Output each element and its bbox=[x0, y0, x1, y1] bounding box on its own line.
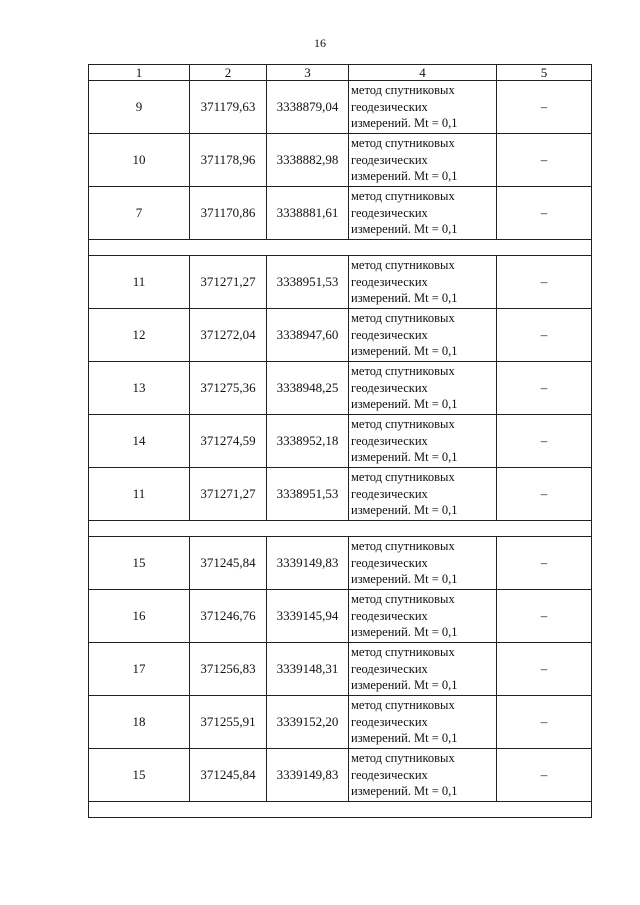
point-number: 18 bbox=[89, 696, 190, 749]
coordinate-y: 3338948,25 bbox=[267, 362, 349, 415]
separator-cell bbox=[89, 240, 592, 256]
column-5-value: – bbox=[497, 134, 592, 187]
column-5-value: – bbox=[497, 256, 592, 309]
point-number: 11 bbox=[89, 256, 190, 309]
separator-cell bbox=[89, 802, 592, 818]
coordinate-x: 371275,36 bbox=[190, 362, 267, 415]
method-line: геодезических bbox=[351, 433, 428, 448]
method-line: геодезических bbox=[351, 486, 428, 501]
method-line: метод спутниковых bbox=[351, 189, 455, 204]
table-row bbox=[89, 362, 592, 415]
coordinate-y: 3339149,83 bbox=[267, 749, 349, 802]
method-line: геодезических bbox=[351, 714, 428, 729]
method-line: геодезических bbox=[351, 608, 428, 623]
table-row bbox=[89, 537, 592, 590]
header-col-3: 3 bbox=[267, 65, 349, 81]
coordinate-x: 371246,76 bbox=[190, 590, 267, 643]
point-number: 7 bbox=[89, 187, 190, 240]
method-description bbox=[349, 749, 497, 802]
method-line: измерений. Mt = 0,1 bbox=[351, 572, 458, 587]
table-row bbox=[89, 415, 592, 468]
coordinate-y: 3338879,04 bbox=[267, 81, 349, 134]
table-row bbox=[89, 187, 592, 240]
coordinate-x: 371274,59 bbox=[190, 415, 267, 468]
method-line: геодезических bbox=[351, 555, 428, 570]
point-number: 14 bbox=[89, 415, 190, 468]
column-5-value: – bbox=[497, 362, 592, 415]
column-5-value: – bbox=[497, 643, 592, 696]
method-line: метод спутниковых bbox=[351, 592, 455, 607]
method-line: измерений. Mt = 0,1 bbox=[351, 344, 458, 359]
coordinate-x: 371255,91 bbox=[190, 696, 267, 749]
coordinate-y: 3338947,60 bbox=[267, 309, 349, 362]
coordinate-x: 371256,83 bbox=[190, 643, 267, 696]
point-number: 15 bbox=[89, 749, 190, 802]
table-row bbox=[89, 468, 592, 521]
separator-row bbox=[89, 802, 592, 818]
method-line: геодезических bbox=[351, 205, 428, 220]
method-line: метод спутниковых bbox=[351, 83, 455, 98]
coordinate-x: 371245,84 bbox=[190, 537, 267, 590]
column-5-value: – bbox=[497, 749, 592, 802]
coordinate-x: 371170,86 bbox=[190, 187, 267, 240]
point-number: 16 bbox=[89, 590, 190, 643]
method-description bbox=[349, 134, 497, 187]
table-row bbox=[89, 309, 592, 362]
page-number: 16 bbox=[314, 36, 326, 50]
coordinate-x: 371245,84 bbox=[190, 749, 267, 802]
method-description bbox=[349, 362, 497, 415]
separator-row bbox=[89, 521, 592, 537]
method-description bbox=[349, 468, 497, 521]
coordinate-y: 3339145,94 bbox=[267, 590, 349, 643]
method-line: геодезических bbox=[351, 661, 428, 676]
method-line: геодезических bbox=[351, 99, 428, 114]
column-5-value: – bbox=[497, 415, 592, 468]
method-line: метод спутниковых bbox=[351, 364, 455, 379]
method-line: измерений. Mt = 0,1 bbox=[351, 291, 458, 306]
method-description bbox=[349, 590, 497, 643]
separator-cell bbox=[89, 521, 592, 537]
method-line: геодезических bbox=[351, 380, 428, 395]
point-number: 10 bbox=[89, 134, 190, 187]
coordinate-y: 3338881,61 bbox=[267, 187, 349, 240]
table-row bbox=[89, 256, 592, 309]
method-line: измерений. Mt = 0,1 bbox=[351, 678, 458, 693]
method-line: метод спутниковых bbox=[351, 698, 455, 713]
column-5-value: – bbox=[497, 696, 592, 749]
method-line: метод спутниковых bbox=[351, 751, 455, 766]
method-line: метод спутниковых bbox=[351, 258, 455, 273]
method-line: геодезических bbox=[351, 152, 428, 167]
method-line: измерений. Mt = 0,1 bbox=[351, 169, 458, 184]
point-number: 12 bbox=[89, 309, 190, 362]
method-line: метод спутниковых bbox=[351, 417, 455, 432]
coordinates-table bbox=[88, 64, 592, 818]
method-line: метод спутниковых bbox=[351, 470, 455, 485]
header-col-5: 5 bbox=[497, 65, 592, 81]
table-row bbox=[89, 134, 592, 187]
method-description bbox=[349, 537, 497, 590]
point-number: 13 bbox=[89, 362, 190, 415]
method-description bbox=[349, 696, 497, 749]
method-description bbox=[349, 415, 497, 468]
method-description bbox=[349, 187, 497, 240]
coordinate-x: 371271,27 bbox=[190, 468, 267, 521]
table-row bbox=[89, 590, 592, 643]
method-line: измерений. Mt = 0,1 bbox=[351, 222, 458, 237]
point-number: 17 bbox=[89, 643, 190, 696]
coordinate-y: 3339149,83 bbox=[267, 537, 349, 590]
column-5-value: – bbox=[497, 468, 592, 521]
coordinates-table-body bbox=[89, 65, 592, 818]
table-row bbox=[89, 749, 592, 802]
coordinate-x: 371178,96 bbox=[190, 134, 267, 187]
coordinate-y: 3339148,31 bbox=[267, 643, 349, 696]
column-5-value: – bbox=[497, 81, 592, 134]
coordinate-y: 3338951,53 bbox=[267, 256, 349, 309]
coordinate-y: 3338951,53 bbox=[267, 468, 349, 521]
method-line: метод спутниковых bbox=[351, 645, 455, 660]
method-description bbox=[349, 256, 497, 309]
column-5-value: – bbox=[497, 590, 592, 643]
coordinate-y: 3338952,18 bbox=[267, 415, 349, 468]
column-5-value: – bbox=[497, 309, 592, 362]
method-line: метод спутниковых bbox=[351, 311, 455, 326]
coordinate-x: 371179,63 bbox=[190, 81, 267, 134]
point-number: 11 bbox=[89, 468, 190, 521]
column-5-value: – bbox=[497, 187, 592, 240]
header-row bbox=[89, 65, 592, 81]
separator-row bbox=[89, 240, 592, 256]
coordinate-y: 3338882,98 bbox=[267, 134, 349, 187]
header-col-4: 4 bbox=[349, 65, 497, 81]
header-col-1: 1 bbox=[89, 65, 190, 81]
point-number: 15 bbox=[89, 537, 190, 590]
method-line: измерений. Mt = 0,1 bbox=[351, 625, 458, 640]
table-row bbox=[89, 81, 592, 134]
method-line: геодезических bbox=[351, 767, 428, 782]
coordinate-y: 3339152,20 bbox=[267, 696, 349, 749]
table-row bbox=[89, 643, 592, 696]
column-5-value: – bbox=[497, 537, 592, 590]
method-description bbox=[349, 81, 497, 134]
method-line: измерений. Mt = 0,1 bbox=[351, 116, 458, 131]
method-line: измерений. Mt = 0,1 bbox=[351, 731, 458, 746]
method-line: геодезических bbox=[351, 327, 428, 342]
point-number: 9 bbox=[89, 81, 190, 134]
table-row bbox=[89, 696, 592, 749]
method-line: измерений. Mt = 0,1 bbox=[351, 784, 458, 799]
method-line: измерений. Mt = 0,1 bbox=[351, 450, 458, 465]
method-line: измерений. Mt = 0,1 bbox=[351, 397, 458, 412]
method-line: измерений. Mt = 0,1 bbox=[351, 503, 458, 518]
coordinate-x: 371272,04 bbox=[190, 309, 267, 362]
method-line: метод спутниковых bbox=[351, 136, 455, 151]
header-col-2: 2 bbox=[190, 65, 267, 81]
method-line: геодезических bbox=[351, 274, 428, 289]
method-description bbox=[349, 643, 497, 696]
coordinate-x: 371271,27 bbox=[190, 256, 267, 309]
method-description bbox=[349, 309, 497, 362]
method-line: метод спутниковых bbox=[351, 539, 455, 554]
